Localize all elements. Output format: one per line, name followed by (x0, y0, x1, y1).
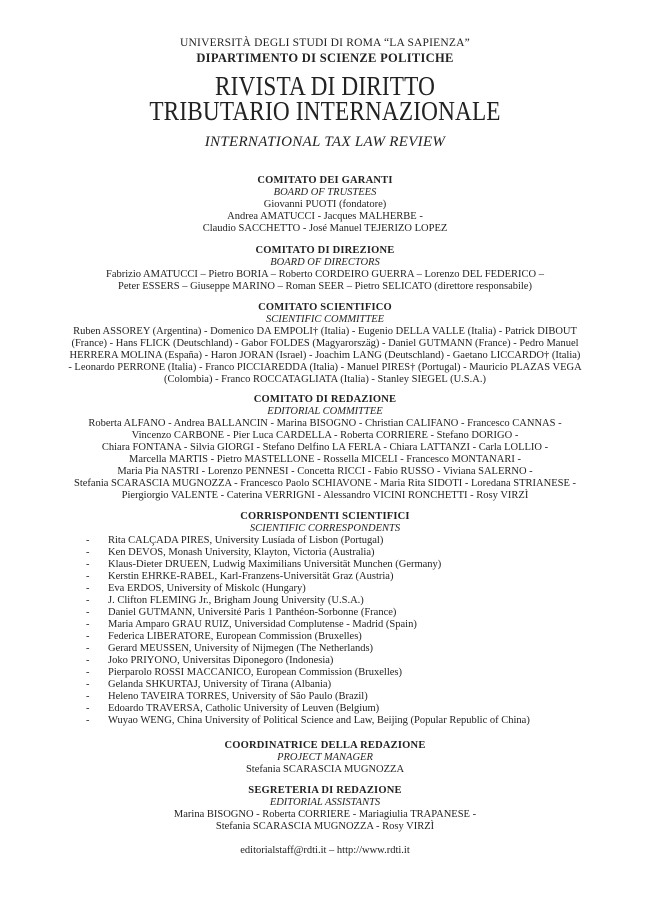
correspondent-text: Maria Amparo GRAU RUIZ, Universidad Complutense - Madrid (Spain) (108, 619, 417, 630)
list-dash: - (86, 571, 90, 582)
section-subtitle: BOARD OF TRUSTEES (273, 187, 377, 198)
member-line: (Colombia) - Franco ROCCATAGLIATA (Italia) - Stanley SIEGEL (U.S.A.) (164, 374, 486, 385)
journal-title-line-1: RIVISTA DI DIRITTO (214, 71, 436, 101)
section-title: COMITATO SCIENTIFICO (258, 302, 392, 313)
correspondent-text: Wuyao WENG, China University of Political Science and Law, Beijing (Popular Republic of China) (108, 715, 530, 726)
list-item (86, 679, 650, 691)
list-dash: - (86, 583, 90, 594)
list-item (86, 691, 650, 703)
correspondent-text: J. Clifton FLEMING Jr., Brigham Joung University (U.S.A.) (108, 595, 364, 606)
correspondent-text: Eva ERDOS, University of Miskolc (Hungary) (108, 583, 306, 594)
list-item (86, 547, 650, 559)
list-dash: - (86, 607, 90, 618)
list-dash: - (86, 559, 90, 570)
correspondent-text: Klaus-Dieter DRUEEN, Ludwig Maximilians Universität Munchen (Germany) (108, 559, 442, 570)
journal-title (46, 71, 605, 126)
member-line: Ruben ASSOREY (Argentina) - Domenico DA EMPOLI† (Italia) - Eugenio DELLA VALLE (Italia) - Patrick DIBOUT (73, 326, 577, 337)
correspondent-text: Heleno TAVEIRA TORRES, University of São Paulo (Brazil) (108, 691, 368, 702)
list-dash: - (86, 619, 90, 630)
list-item (86, 571, 650, 583)
editorial-committee-section (0, 394, 650, 502)
board-of-trustees-section (0, 175, 650, 235)
list-item (86, 667, 650, 679)
department-name: DIPARTIMENTO DI SCIENZE POLITICHE (196, 51, 454, 65)
correspondents-list (86, 535, 650, 727)
list-item (86, 595, 650, 607)
member-line: Maria Pia NASTRI - Lorenzo PENNESI - Concetta RICCI - Fabio RUSSO - Viviana SALERNO - (117, 466, 533, 477)
journal-subtitle: INTERNATIONAL TAX LAW REVIEW (204, 134, 446, 150)
member-line: Stefania SCARASCIA MUGNOZZA - Rosy VIRZÌ (215, 821, 435, 832)
member-line: Andrea AMATUCCI - Jacques MALHERBE - (227, 211, 423, 222)
section-subtitle: SCIENTIFIC COMMITTEE (265, 314, 385, 325)
list-dash: - (86, 703, 90, 714)
list-item (86, 619, 650, 631)
member-line: - Leonardo PERRONE (Italia) - Franco PICCIAREDDA (Italia) - Manuel PIRES† (Portugal) - Mauricio PLAZAS VEGA (68, 362, 582, 373)
list-item (86, 559, 650, 571)
list-dash: - (86, 643, 90, 654)
correspondent-text: Rita CALÇADA PIRES, University Lusíada of Lisbon (Portugal) (108, 535, 384, 546)
member-line: Giovanni PUOTI (fondatore) (263, 199, 387, 210)
section-title: COMITATO DI REDAZIONE (253, 394, 397, 405)
list-dash: - (86, 631, 90, 642)
list-item (86, 643, 650, 655)
section-title: COORDINATRICE DELLA REDAZIONE (224, 740, 426, 751)
member-line: HERRERA MOLINA (España) - Haron JORAN (Israel) - Joachim LANG (Deutschland) - Gaetano LICCARDO† (Italia) (69, 350, 581, 361)
list-dash: - (86, 655, 90, 666)
list-item (86, 655, 650, 667)
member-line: Fabrizio AMATUCCI – Pietro BORIA – Roberto CORDEIRO GUERRA – Lorenzo DEL FEDERICO – (106, 269, 544, 280)
list-item (86, 535, 650, 547)
member-line: Vincenzo CARBONE - Pier Luca CARDELLA - Roberta CORRIERE - Stefano DORIGO - (131, 430, 519, 441)
section-subtitle: BOARD OF DIRECTORS (270, 257, 380, 268)
list-item (86, 715, 650, 727)
list-item (86, 583, 650, 595)
section-subtitle: EDITORIAL ASSISTANTS (269, 797, 381, 808)
member-line: Peter ESSERS – Giuseppe MARINO – Roman SEER – Pietro SELICATO (direttore responsabile) (118, 281, 532, 292)
section-title: SEGRETERIA DI REDAZIONE (248, 785, 402, 796)
list-dash: - (86, 667, 90, 678)
member-line: Claudio SACCHETTO - José Manuel TEJERIZO LOPEZ (202, 223, 448, 234)
list-item (86, 631, 650, 643)
list-dash: - (86, 679, 90, 690)
correspondent-text: Gelanda SHKURTAJ, University of Tirana (Albania) (108, 679, 332, 690)
correspondent-text: Kerstin EHRKE-RABEL, Karl-Franzens-Universität Graz (Austria) (108, 571, 394, 582)
correspondent-text: Joko PRIYONO, Universitas Diponegoro (Indonesia) (108, 655, 334, 666)
section-subtitle: PROJECT MANAGER (277, 752, 373, 763)
list-dash: - (86, 547, 90, 558)
section-title: COMITATO DEI GARANTI (257, 175, 393, 186)
scientific-committee-section (0, 302, 650, 386)
list-dash: - (86, 715, 90, 726)
scientific-correspondents-section (0, 511, 650, 727)
editorial-assistants-section (0, 785, 650, 833)
university-name: UNIVERSITÀ DEGLI STUDI DI ROMA “LA SAPIENZA” (180, 37, 470, 49)
member-line: Roberta ALFANO - Andrea BALLANCIN - Marina BISOGNO - Christian CALIFANO - Francesco CANNAS - (88, 418, 562, 429)
member-line: Stefania SCARASCIA MUGNOZZA (245, 764, 405, 775)
member-line: Chiara FONTANA - Silvia GIORGI - Stefano Delfino LA FERLA - Chiara LATTANZI - Carla LOLLIO - (101, 442, 549, 453)
section-subtitle: SCIENTIFIC CORRESPONDENTS (249, 523, 401, 534)
list-item (86, 703, 650, 715)
correspondent-text: Federica LIBERATORE, European Commission (Bruxelles) (108, 631, 362, 642)
member-line: (France) - Hans FLICK (Deutschland) - Gabor FOLDES (Magyarorszäg) - Daniel GUTMANN (France) - Pedro Manuel (71, 338, 579, 349)
correspondent-text: Daniel GUTMANN, Université Paris 1 Panthéon-Sorbonne (France) (108, 607, 397, 618)
list-dash: - (86, 595, 90, 606)
member-line: Marina BISOGNO - Roberta CORRIERE - Mariagiulia TRAPANESE - (173, 809, 477, 820)
member-line: Piergiorgio VALENTE - Caterina VERRIGNI - Alessandro VICINI RONCHETTI - Rosy VIRZÌ (121, 490, 529, 501)
project-manager-section (0, 740, 650, 776)
correspondent-text: Gerard MEUSSEN, University of Nijmegen (The Netherlands) (108, 643, 374, 654)
correspondent-text: Pierparolo ROSSI MACCANICO, European Commission (Bruxelles) (108, 667, 402, 678)
member-line: Marcella MARTIS - Pietro MASTELLONE - Rossella MICELI - Francesco MONTANARI - (129, 454, 521, 465)
journal-title-line-2: TRIBUTARIO INTERNAZIONALE (149, 96, 501, 126)
list-dash: - (86, 535, 90, 546)
list-item (86, 607, 650, 619)
section-title: CORRISPONDENTI SCIENTIFICI (240, 511, 410, 522)
member-line: Stefania SCARASCIA MUGNOZZA - Francesco Paolo SCHIAVONE - Maria Rita SIDOTI - Loredana STRIANESE - (74, 478, 576, 489)
contact-footer: editorialstaff@rdti.it – http://www.rdti.it (240, 845, 410, 856)
correspondent-text: Edoardo TRAVERSA, Catholic University of Leuven (Belgium) (108, 703, 380, 714)
section-title: COMITATO DI DIREZIONE (255, 245, 395, 256)
board-of-directors-section (0, 245, 650, 293)
correspondent-text: Ken DEVOS, Monash University, Klayton, Victoria (Australia) (108, 547, 375, 558)
list-dash: - (86, 691, 90, 702)
section-subtitle: EDITORIAL COMMITTEE (267, 406, 383, 417)
